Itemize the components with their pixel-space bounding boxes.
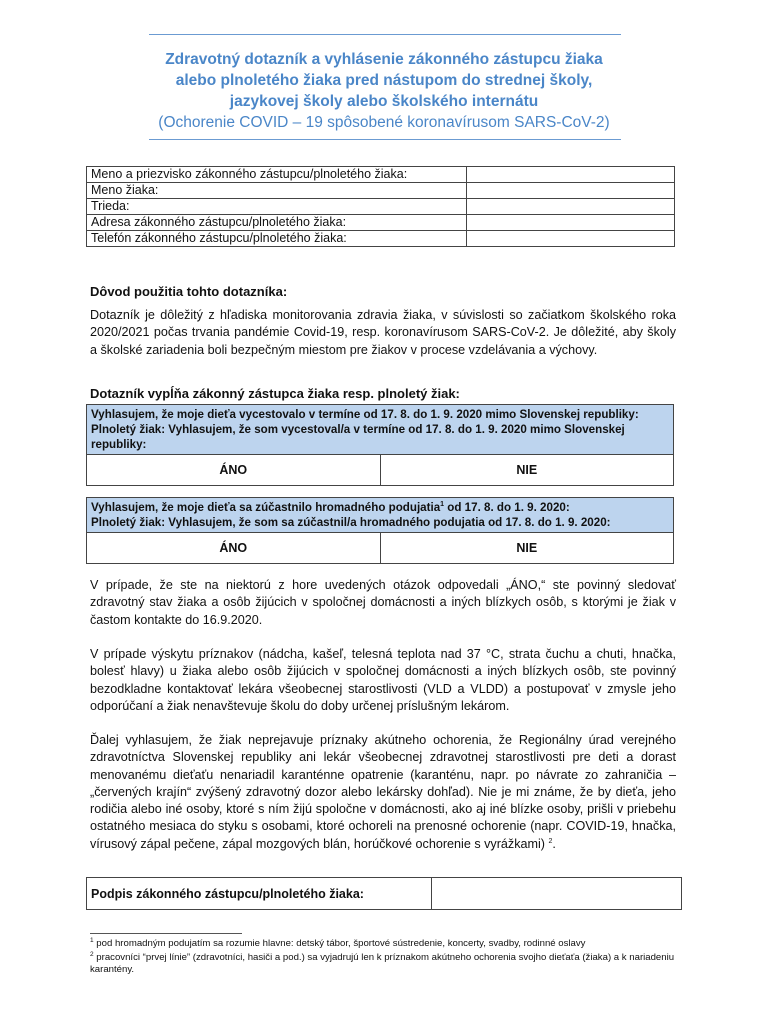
title-line-2: alebo plnoletého žiaka pred nástupom do strednej školy, [175,72,593,89]
class-field[interactable] [467,199,675,215]
footnote-1-text: pod hromadným podujatím sa rozumie hlavne: detský tábor, športové sústredenie, koncerty, svadby, rodinné oslavy [93,938,586,949]
travel-yes-option[interactable]: ÁNO [87,455,381,486]
signature-label: Podpis zákonného zástupcu/plnoletého žiaka: [87,878,432,910]
reason-heading: Dôvod použitia tohto dotazníka: [90,284,288,299]
reason-text: Dotazník je dôležitý z hľadiska monitorovania zdravia žiaka, v súvislosti so začiatkom školského roka 2020/2021 počas trvania pandémie Covid-19, resp. koronavírusom SARS-CoV-2. Je dôležité, aby školy a školské zariadenia boli bezpečným miestom pre žiakov v procese vzdelávania a výchovy. [90,308,676,357]
paragraph-declaration-end: . [552,836,556,851]
title-line-4: (Ochorenie COVID – 19 spôsobené koronavírusom SARS-CoV-2) [158,114,610,131]
info-row [87,215,675,231]
question-travel-parent: Vyhlasujem, že moje dieťa vycestovalo v termíne od 17. 8. do 1. 9. 2020 mimo Slovenskej republiky: [91,408,639,421]
title-bottom-rule [149,139,621,140]
phone-field[interactable] [467,231,675,247]
paragraph-symptoms: V prípade výskytu príznakov (nádcha, kašeľ, telesná teplota nad 37 °C, strata čuchu a chuti, hnačka, bolesť hlavy) u žiaka alebo osôb žijúcich v spoločnej domácnosti a iných blízkych osôb, ste povinný bezodkladne kontaktovať lekára všeobecnej starostlivosti (VLD a VLDD) a postupovať v zmysle jeho odporúčaní a žiak nenavštevuje školu do doby určenej príslušným lekárom. [90,647,676,713]
footnote-rule [90,933,242,934]
document-title [90,49,678,133]
question-travel [87,405,674,455]
footnote-2-marker: 2 [90,950,94,958]
question-event-adult: Plnoletý žiak: Vyhlasujem, že som sa zúčastnil/a hromadného podujatia od 17. 8. do 1. 9. 2020: [91,516,611,529]
question-event [87,498,674,533]
question-travel-adult: Plnoletý žiak: Vyhlasujem, že som vycestoval/a v termíne od 17. 8. do 1. 9. 2020 mimo Slovenskej republiky: [91,423,625,451]
questionnaire-heading: Dotazník vypĺňa zákonný zástupca žiaka resp. plnoletý žiak: [90,386,460,401]
footnote-ref-1: 1 [440,501,445,509]
question-event-parent-text: Vyhlasujem, že moje dieťa sa zúčastnilo hromadného podujatia [91,501,441,514]
paragraph-declaration [90,732,676,853]
info-label: Adresa zákonného zástupcu/plnoletého žiaka: [87,215,467,231]
info-row [87,231,675,247]
guardian-name-field[interactable] [467,167,675,183]
question-travel-table [86,404,674,486]
address-field[interactable] [467,215,675,231]
footnote-2-text: pracovníci “prvej línie” (zdravotníci, hasiči a pod.) sa vyjadrujú len k príznakom akútneho ochorenia svojho dieťaťa (žiaka) a k nariadeniu karantény. [90,952,675,975]
question-event-parent-dates: od 17. 8. do 1. 9. 2020: [444,501,570,514]
student-name-field[interactable] [467,183,675,199]
signature-table [86,877,682,910]
footnote-1-marker: 1 [90,936,94,944]
event-no-option[interactable]: NIE [380,533,674,564]
title-top-rule [149,34,621,35]
info-label: Meno a priezvisko zákonného zástupcu/plnoletého žiaka: [87,167,467,183]
footnote-2 [90,952,680,976]
personal-info-table [86,166,675,247]
travel-no-option[interactable]: NIE [380,455,674,486]
info-label: Trieda: [87,199,467,215]
info-label: Telefón zákonného zástupcu/plnoletého žiaka: [87,231,467,247]
title-line-3: jazykovej školy alebo školského internátu [229,93,539,110]
info-row [87,183,675,199]
footnote-ref-2: 2 [548,837,553,845]
question-event-parent [91,500,669,515]
title-line-1: Zdravotný dotazník a vyhlásenie zákonného zástupcu žiaka [165,51,603,68]
question-event-table [86,497,674,564]
info-label: Meno žiaka: [87,183,467,199]
event-yes-option[interactable]: ÁNO [87,533,381,564]
footnote-1 [90,938,680,950]
paragraph-declaration-text: Ďalej vyhlasujem, že žiak neprejavuje príznaky akútneho ochorenia, že Regionálny úrad verejného zdravotníctva Slovenskej republiky ani lekár všeobecnej zdravotnej starostlivosti pre deti a dorast menovanému dieťaťu nenariadil karanténne opatrenie (karanténu, napr. po návrate zo zahraničia – „červených krajín“ zvýšený zdravotný dozor alebo lekársky dohľad). Nie je mi známe, že by dieťa, jeho rodičia alebo iné osoby, ktoré s ním žijú spoločne v domácnosti, ako aj iné blízke osoby, prišli v priebehu ostatného mesiaca do styku s osobami, ktoré ochoreli na prenosné ochorenie (napr. COVID-19, hnačka, vírusový zápal pečene, zápal mozgových blán, horúčkové ochorenie s vyrážkami) [90,733,676,851]
info-row [87,167,675,183]
signature-field[interactable] [432,878,682,910]
info-row [87,199,675,215]
paragraph-monitoring: V prípade, že ste na niektorú z hore uvedených otázok odpovedali „ÁNO,“ ste povinný sledovať zdravotný stav žiaka a osôb žijúcich v spoločnej domácnosti a iných blízkych osôb, s ktorými je žiak v častom kontakte do 16.9.2020. [90,578,676,627]
